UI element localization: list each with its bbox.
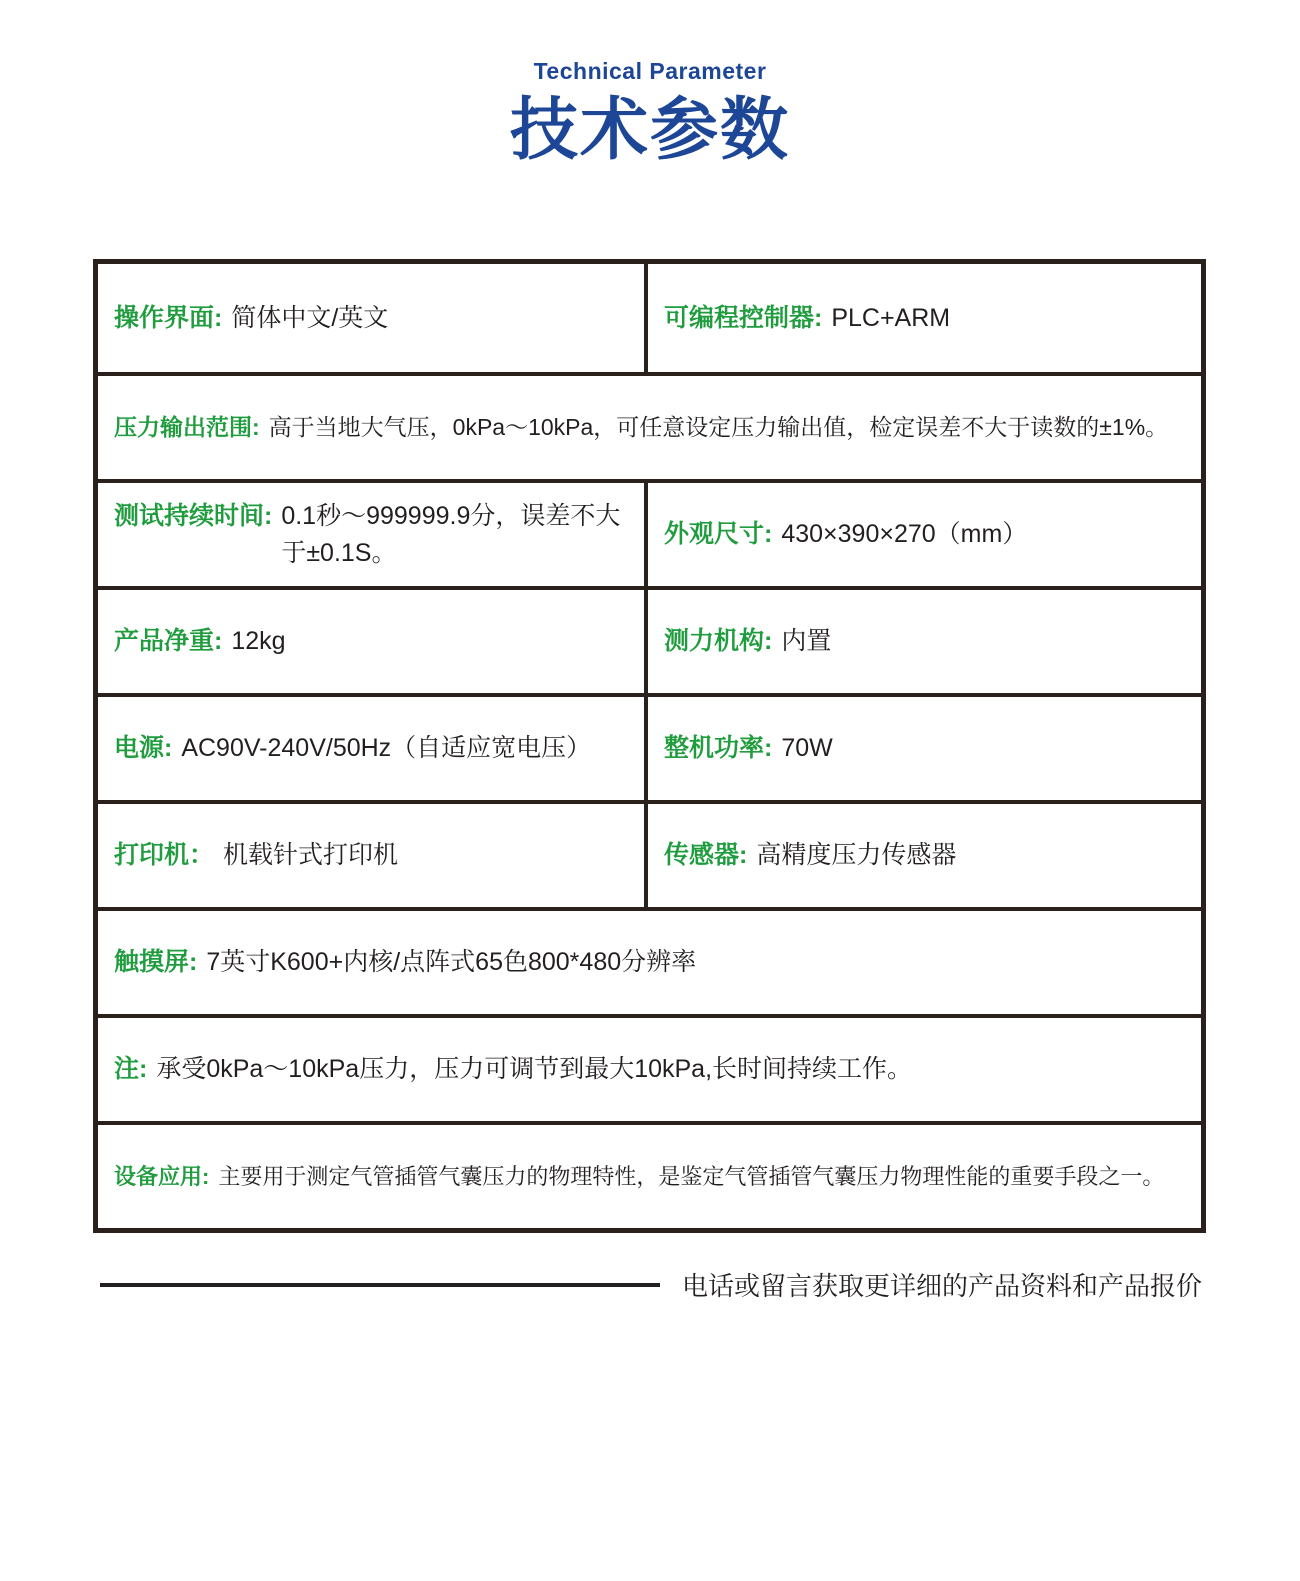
page-title: 技术参数 (509, 92, 790, 168)
cell-dimensions (648, 483, 1201, 586)
spec-pair (114, 730, 630, 766)
spec-label: 打印机： (114, 841, 215, 870)
cell-application (98, 1125, 1201, 1228)
spec-label: 注: (114, 1055, 148, 1084)
spec-pair (114, 837, 630, 873)
spec-pair (114, 498, 630, 571)
cell-net-weight (98, 590, 648, 693)
table-row (98, 264, 1201, 372)
spec-label: 测力机构: (664, 627, 773, 656)
spec-label: 设备应用: (114, 1163, 210, 1189)
cell-printer (98, 804, 648, 907)
footer-note: 电话或留言获取更详细的产品资料和产品报价 (682, 1271, 1203, 1301)
table-row (98, 1121, 1201, 1228)
spec-label: 测试持续时间: (114, 502, 273, 531)
header-subtitle-en: Technical Parameter (533, 58, 767, 84)
cell-total-power (648, 697, 1201, 800)
footer (100, 1266, 1210, 1303)
spec-label: 外观尺寸: (664, 520, 773, 549)
table-row (98, 907, 1201, 1014)
table-row (98, 800, 1201, 907)
cell-plc-controller (648, 264, 1201, 372)
spec-pair (114, 623, 630, 659)
divider-line (100, 1283, 660, 1287)
spec-pair (114, 944, 1187, 980)
cell-note (98, 1018, 1201, 1121)
table-row (98, 372, 1201, 479)
cell-test-duration (98, 483, 648, 586)
spec-label: 触摸屏: (114, 948, 198, 977)
spec-table (93, 259, 1206, 1233)
cell-power-supply (98, 697, 648, 800)
spec-pair (114, 1051, 1187, 1087)
spec-value: 7英寸K600+内核/点阵式65色800*480分辨率 (206, 948, 697, 977)
spec-value: 0.1秒～999999.9分，误差不大于±0.1S。 (281, 502, 621, 567)
spec-label: 操作界面: (114, 303, 223, 332)
spec-label: 压力输出范围: (114, 413, 260, 440)
table-row (98, 1014, 1201, 1121)
spec-value: AC90V-240V/50Hz（自适应宽电压） (181, 734, 592, 763)
spec-value: 高于当地大气压，0kPa～10kPa，可任意设定压力输出值，检定误差不大于读数的±1%。 (268, 413, 1169, 440)
spec-value: 承受0kPa～10kPa压力，压力可调节到最大10kPa,长时间持续工作。 (156, 1055, 913, 1084)
spec-label: 可编程控制器: (664, 303, 823, 332)
spec-value: 简体中文/英文 (231, 303, 389, 332)
spec-pair (664, 837, 1187, 873)
table-row (98, 586, 1201, 693)
spec-pair (664, 623, 1187, 659)
cell-sensor (648, 804, 1201, 907)
table-row (98, 693, 1201, 800)
spec-value: 机载针式打印机 (223, 841, 399, 870)
header (0, 58, 1300, 166)
spec-pair (664, 300, 1187, 336)
spec-pair (114, 300, 630, 336)
cell-touchscreen (98, 911, 1201, 1014)
spec-label: 传感器: (664, 841, 748, 870)
table-row (98, 479, 1201, 586)
spec-value: 70W (781, 734, 833, 763)
spec-value: 内置 (781, 627, 832, 656)
spec-pair (664, 730, 1187, 766)
spec-value: 高精度压力传感器 (756, 841, 957, 870)
spec-value: 12kg (231, 627, 286, 656)
spec-value: PLC+ARM (831, 303, 951, 332)
spec-label: 产品净重: (114, 627, 223, 656)
spec-pair (664, 516, 1187, 552)
cell-ui-language (98, 264, 648, 372)
spec-pair (114, 1161, 1187, 1193)
cell-force-mechanism (648, 590, 1201, 693)
spec-label: 电源: (114, 734, 173, 763)
cell-pressure-output-range (98, 376, 1201, 479)
spec-value: 主要用于测定气管插管气囊压力的物理特性，是鉴定气管插管气囊压力物理性能的重要手段之一。 (218, 1163, 1165, 1189)
spec-value: 430×390×270（mm） (781, 520, 1028, 549)
spec-pair (114, 411, 1187, 444)
spec-label: 整机功率: (664, 734, 773, 763)
